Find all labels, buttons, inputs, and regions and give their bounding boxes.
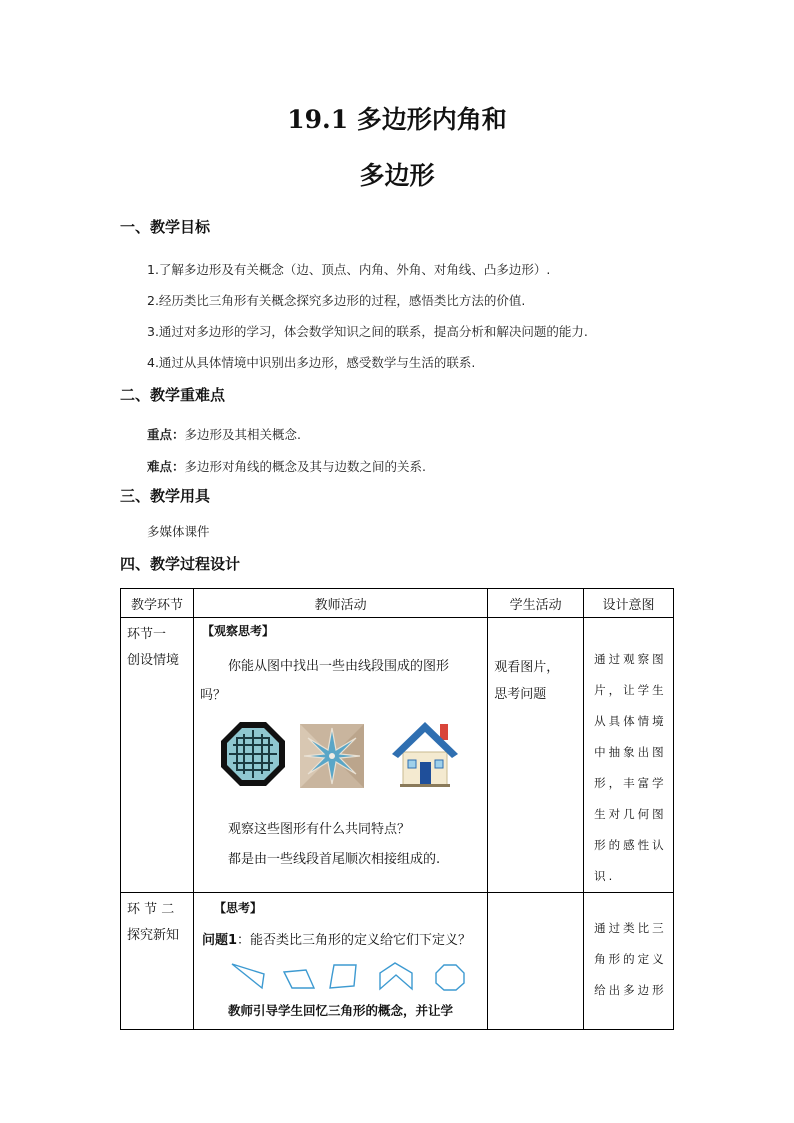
objective-item: 1.了解多边形及有关概念（边、顶点、内角、外角、对角线、凸多边形）. [147, 262, 551, 277]
design-purpose-cell [584, 893, 674, 1030]
purpose-line: 片，让学生 [594, 683, 667, 697]
header-teacher: 教师活动 [193, 589, 487, 618]
header-purpose: 设计意图 [584, 589, 674, 618]
section-heading-process: 四、教学过程设计 [120, 555, 241, 573]
question-line: 吗？ [199, 688, 226, 703]
key-text: 多边形及其相关概念. [184, 427, 301, 442]
activity-title: 【思考】 [213, 901, 262, 915]
stage-number: 环 节 二 [127, 902, 175, 917]
objective-item: 2.经历类比三角形有关概念探究多边形的过程，感悟类比方法的价值. [147, 293, 526, 308]
purpose-line: 通过类比三 [594, 921, 667, 935]
page-subtitle: 多边形 [359, 161, 435, 190]
question-line: 观察这些图形有什么共同特点？ [227, 822, 410, 837]
purpose-line: 通过观察图 [594, 652, 667, 666]
section-heading-key-points: 二、教学重难点 [120, 386, 226, 404]
purpose-line: 给出多边形 [594, 983, 667, 997]
purpose-line: 形的感性认 [594, 838, 667, 852]
difficulty-line [147, 457, 426, 475]
stage-cell [121, 893, 194, 1030]
header-student: 学生活动 [488, 589, 584, 618]
stage-cell [121, 618, 194, 893]
question-line [202, 929, 471, 948]
stage-name: 创设情境 [127, 653, 180, 668]
purpose-line: 角形的定义 [594, 952, 667, 966]
purpose-line: 识. [594, 869, 616, 883]
table-row [121, 618, 674, 893]
question-text: ：能否类比三角形的定义给它们下定义？ [237, 933, 472, 948]
polygon-shapes-icon [230, 961, 470, 991]
purpose-line: 从具体情境 [594, 714, 667, 728]
question-line: 你能从图中找出一些由线段围成的图形 [227, 659, 449, 674]
key-label: 重点： [147, 427, 185, 442]
student-activity-line: 思考问题 [494, 687, 547, 702]
stage-number: 环节一 [127, 627, 167, 642]
answer-line: 都是由一些线段首尾顺次相接组成的. [227, 852, 441, 867]
teacher-activity-cell [193, 893, 487, 1030]
guide-line: 教师引导学生回忆三角形的概念，并让学 [227, 1003, 453, 1018]
activity-title: 【观察思考】 [201, 624, 274, 638]
section-heading-tools: 三、教学用具 [120, 487, 211, 505]
purpose-line: 中抽象出图 [594, 745, 667, 759]
student-activity-line: 观看图片， [494, 660, 560, 675]
difficulty-text: 多边形对角线的概念及其与边数之间的关系. [184, 459, 426, 474]
difficulty-label: 难点： [147, 459, 185, 474]
key-point-line [147, 425, 301, 443]
house-icon [390, 718, 460, 788]
student-activity-cell [488, 893, 584, 1030]
header-stage: 教学环节 [121, 589, 194, 618]
tools-text: 多媒体课件 [147, 524, 210, 539]
design-purpose-cell [584, 618, 674, 893]
table-row [121, 893, 674, 1030]
lesson-plan-table [120, 588, 674, 1030]
table-header-row [121, 589, 674, 618]
question-label: 问题1 [201, 933, 237, 948]
page-title: 19.1 多边形内角和 [287, 105, 507, 134]
octagon-window-icon [220, 721, 286, 787]
purpose-line: 生对几何图 [594, 807, 667, 821]
objective-item: 3.通过对多边形的学习，体会数学知识之间的联系，提高分析和解决问题的能力. [147, 324, 588, 339]
stage-name: 探究新知 [127, 928, 180, 943]
teacher-activity-cell [193, 618, 487, 893]
objective-item: 4.通过从具体情境中识别出多边形，感受数学与生活的联系. [147, 355, 476, 370]
purpose-line: 形，丰富学 [594, 776, 667, 790]
section-heading-objectives: 一、教学目标 [120, 218, 211, 236]
student-activity-cell [488, 618, 584, 893]
star-tile-icon [300, 724, 364, 788]
